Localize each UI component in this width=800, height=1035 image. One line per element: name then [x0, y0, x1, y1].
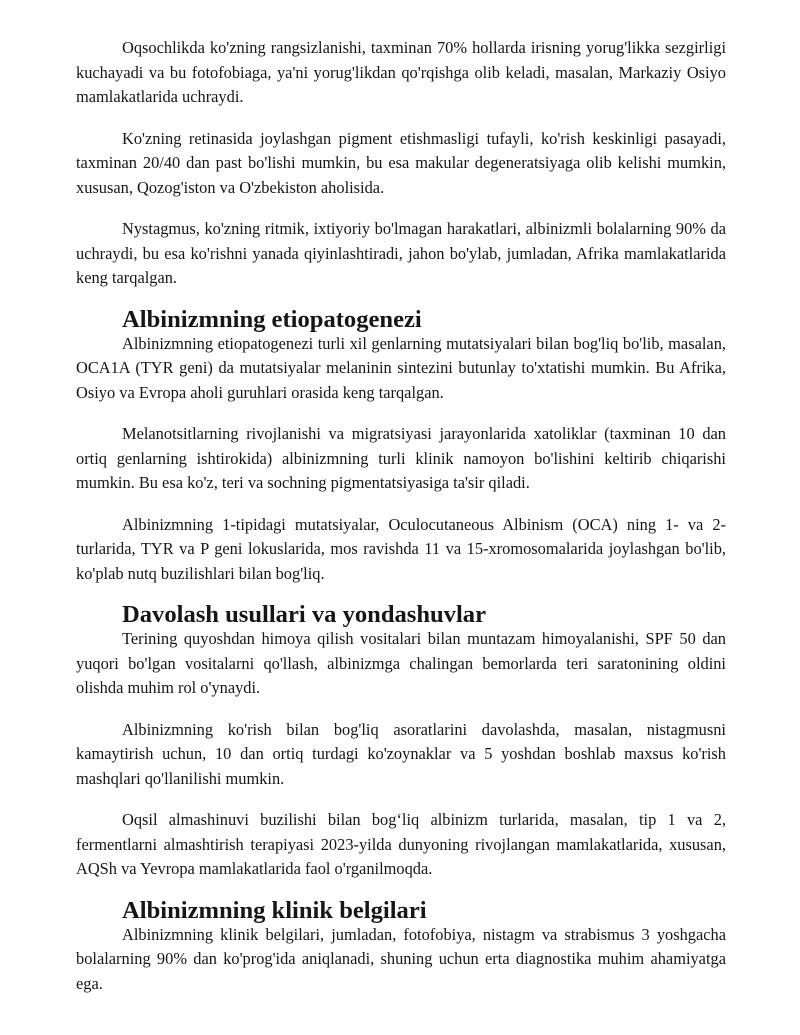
- paragraph-sun-protection: Terining quyoshdan himoya qilish vositalari bilan muntazam himoyalanishi, SPF 50 dan yuqori bo'lgan vositalarni qo'llash, albinizmga chalingan bemorlarda teri saratonining oldini olishda muhim rol o'ynaydi.: [76, 629, 726, 697]
- section-heading: Albinizmning etiopatogenezi: [122, 305, 422, 333]
- section-treatment: [76, 603, 726, 882]
- paragraph-enzyme-therapy: Oqsil almashinuvi buzilishi bilan bog‘liq albinizm turlarida, masalan, tip 1 va 2, fermentlarni almashtirish terapiyasi 2023-yilda dunyoning rivojlangan mamlakatlarida, xususan, AQSh va Yevropa mamlakatlarida faol o'rganilmoqda.: [76, 810, 726, 878]
- paragraph-clinical-signs: Albinizmning klinik belgilari, jumladan, fotofobiya, nistagm va strabismus 3 yoshgacha bolalarning 90% dan ko'prog'ida aniqlanadi, shuning uchun erta diagnostika muhim ahamiyatga ega.: [76, 924, 726, 993]
- paragraph-vision-treatment: Albinizmning ko'rish bilan bog'liq asoratlarini davolashda, masalan, nistagmusni kamaytirish uchun, 10 dan ortiq turdagi ko'zoynaklar va 5 yoshdan boshlab maxsus ko'rish mashqlari qo'llanilishi mumkin.: [76, 719, 726, 788]
- section-heading: Davolash usullari va yondashuvlar: [122, 601, 486, 628]
- paragraph-photophobia: Oqsochlikda ko'zning rangsizlanishi, taxminan 70% hollarda irisning yorug'likka sezgirligi kuchayadi va bu fotofobiaga, ya'ni yorug'likdan qo'rqishga olib keladi, masalan, Markaziy Osiyo mamlakatlarida uchraydi.: [76, 38, 726, 106]
- section-etiopathogenesis: [76, 305, 726, 587]
- paragraph-visual-acuity: Ko'zning retinasida joylashgan pigment etishmasligi tufayli, ko'rish keskinligi pasayadi, taxminan 20/40 dan past bo'lishi mumkin, bu esa makular degeneratsiyaga olib kelishi mumkin, xususan, Qozog'iston va O'zbekiston aholisida.: [76, 128, 726, 197]
- paragraph-melanocyte-migration: Melanotsitlarning rivojlanishi va migratsiyasi jarayonlarida xatoliklar (taxminan 10 dan ortiq genlarning ishtirokida) albinizmning turli klinik namoyon bo'lishini keltirib chiqarishi mumkin. Bu esa ko'z, teri va sochning pigmentatsiyasiga ta'sir qiladi.: [76, 424, 726, 492]
- paragraph-gene-mutations: Albinizmning etiopatogenezi turli xil genlarning mutatsiyalari bilan bog'liq bo'lib, masalan, OCA1A (TYR geni) da mutatsiyalar melaninin sintezini butunlay to'xtatishi mumkin. Bu Afrika, Osiyo va Evropa aholi guruhlari orasida keng tarqalgan.: [76, 333, 726, 402]
- paragraph-nystagmus: Nystagmus, ko'zning ritmik, ixtiyoriy bo'lmagan harakatlari, albinizmli bolalarning 90% da uchraydi, bu esa ko'rishni yanada qiyinlashtiradi, jahon bo'ylab, jumladan, Afrika mamlakatlarida keng tarqalgan.: [76, 219, 726, 287]
- section-heading: Albinizmning klinik belgilari: [122, 896, 427, 924]
- paragraph-oca-types: Albinizmning 1-tipidagi mutatsiyalar, Oculocutaneous Albinism (OCA) ning 1- va 2- turlarida, TYR va P geni lokuslarida, mos ravishda 11 va 15-xromosomalarida joylashgan bo'lib, ko'plab nutq buzilishlari bilan bog'liq.: [76, 514, 726, 583]
- section-clinical-signs: [76, 896, 726, 997]
